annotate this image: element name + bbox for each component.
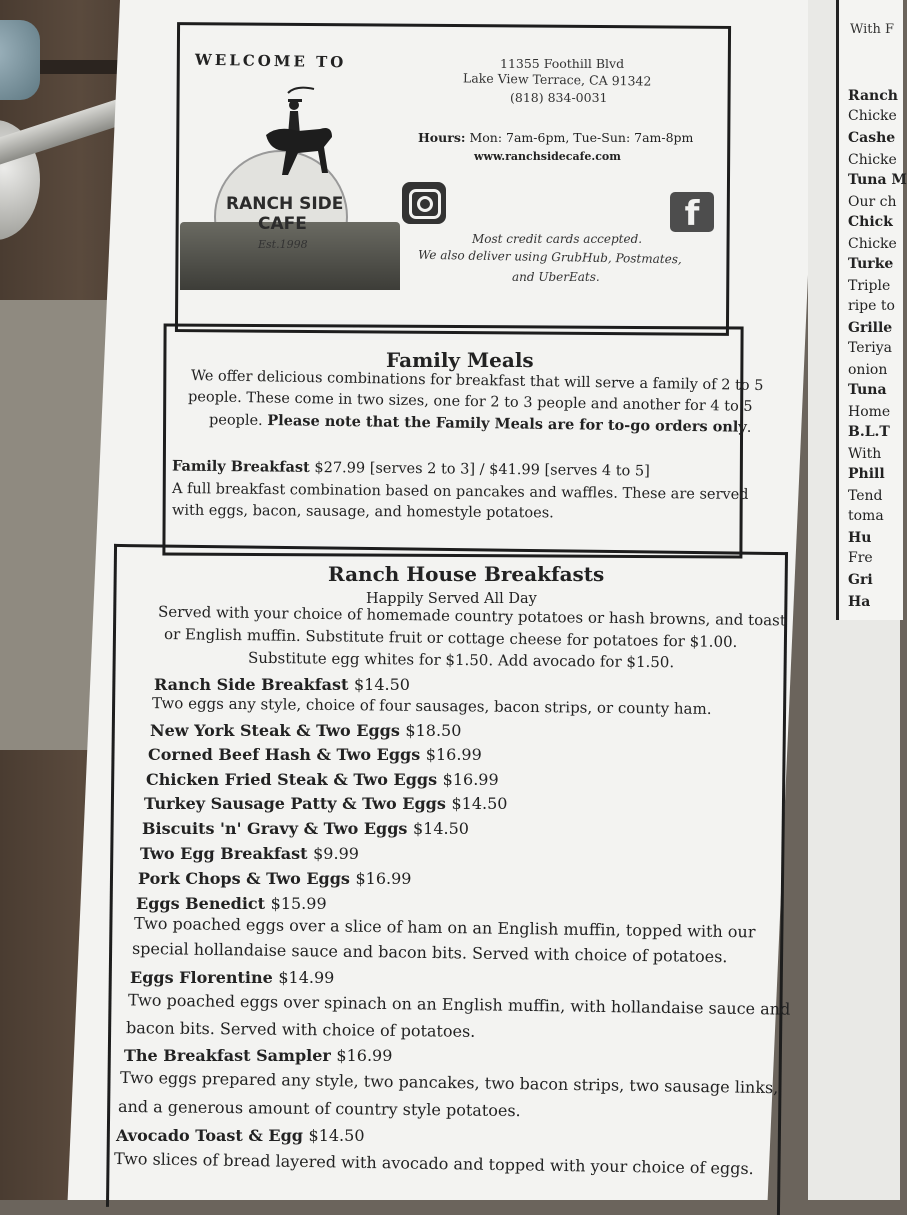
phone-number: (818) 834-0031	[510, 90, 608, 105]
address-line2: Lake View Terrace, CA 91342	[462, 70, 652, 89]
menu-item-price: $14.50	[308, 1126, 365, 1145]
menu-item-name: Corned Beef Hash & Two Eggs	[148, 745, 421, 764]
adjacent-page-line: Ha	[848, 594, 871, 610]
menu-item	[136, 894, 327, 913]
menu-item-name: Ranch Side Breakfast	[154, 675, 349, 694]
menu-item-name: Avocado Toast & Egg	[116, 1126, 303, 1145]
menu-item-name: Turkey Sausage Patty & Two Eggs	[144, 794, 446, 813]
menu-item-price: $14.50	[413, 819, 469, 838]
menu-item-name: Eggs Benedict	[136, 894, 266, 913]
family-meals-punct: .	[746, 419, 752, 436]
adjacent-page-line: ripe to	[848, 298, 895, 314]
family-meals-text: We offer delicious combinations for breakfast that will serve a family of 2 to 5	[190, 368, 764, 394]
adjacent-page-line: Turke	[848, 256, 894, 272]
menu-item	[148, 745, 482, 764]
menu-item-price: $14.50	[354, 675, 410, 694]
address-line1: 11355 Foothill Blvd	[500, 56, 625, 71]
menu-item	[142, 819, 469, 838]
facebook-icon[interactable]: f	[670, 192, 714, 232]
menu-item-desc: Two eggs prepared any style, two pancakes, two bacon strips, two sausage links,	[119, 1067, 779, 1098]
website: www.ranchsidecafe.com	[474, 150, 621, 163]
menu-item	[154, 675, 410, 694]
menu-item-name: Two Egg Breakfast	[140, 844, 308, 863]
menu-item-name: Chicken Fried Steak & Two Eggs	[146, 770, 438, 789]
menu-item-desc: Two eggs any style, choice of four sausages, bacon strips, or county ham.	[151, 694, 712, 718]
instagram-icon[interactable]	[402, 182, 446, 224]
family-breakfast-desc: with eggs, bacon, sausage, and homestyle potatoes.	[171, 502, 554, 522]
menu-item-price: $14.99	[278, 968, 335, 987]
adjacent-page-line: Tend	[848, 488, 883, 504]
family-breakfast-desc: A full breakfast combination based on pancakes and waffles. These are served	[171, 480, 749, 504]
adjacent-page-line: Grille	[848, 320, 893, 336]
menu-item-price: $14.50	[451, 794, 508, 813]
menu-item-price: $18.50	[405, 721, 462, 740]
menu-item-name: The Breakfast Sampler	[124, 1046, 331, 1065]
adjacent-page-line: Our ch	[848, 194, 897, 210]
adjacent-page-line: Phill	[848, 466, 885, 482]
family-meals-text: people.	[208, 412, 263, 429]
menu-item-price: $16.99	[355, 869, 412, 888]
menu-item-name: Biscuits 'n' Gravy & Two Eggs	[142, 819, 408, 838]
menu-item-desc: Two slices of bread layered with avocado and topped with your choice of eggs.	[113, 1148, 754, 1179]
adjacent-page-line: Teriya	[848, 340, 892, 356]
menu-item	[138, 869, 411, 888]
adjacent-page-line: Ranch	[848, 88, 898, 104]
menu-item	[124, 1046, 392, 1065]
to-go-note: Please note that the Family Meals are for to-go orders only	[267, 412, 747, 436]
menu-item-desc: Two poached eggs over spinach on an English muffin, with hollandaise sauce and	[127, 990, 791, 1019]
menu-item	[140, 844, 359, 863]
menu-item-price: $27.99 [serves 2 to 3] / $41.99 [serves 4 to 5]	[314, 459, 650, 480]
adjacent-page-line: Chick	[848, 214, 893, 230]
menu-item-desc: and a generous amount of country style potatoes.	[117, 1096, 521, 1121]
adjacent-page-top: With F	[850, 22, 895, 37]
ranch-house-subtitle: Happily Served All Day	[366, 591, 537, 607]
menu-item	[150, 721, 461, 740]
adjacent-page-line: Tuna M	[848, 172, 907, 188]
adjacent-page-line: Tuna	[848, 382, 887, 398]
adjacent-page-line: Chicke	[848, 152, 897, 168]
adjacent-page-line: Gri	[848, 572, 873, 588]
menu-item-name: Family Breakfast	[171, 457, 310, 476]
menu-item-price: $16.99	[336, 1046, 393, 1065]
menu-item-price: $15.99	[270, 894, 327, 913]
ranch-house-title: Ranch House Breakfasts	[328, 562, 605, 586]
menu-item-desc: bacon bits. Served with choice of potatoes.	[125, 1018, 476, 1041]
menu-item	[146, 770, 499, 789]
adjacent-page-line: Hu	[848, 530, 872, 546]
cup	[0, 20, 40, 100]
hours-value: Mon: 7am-6pm, Tue-Sun: 7am-8pm	[469, 130, 694, 145]
adjacent-page-line: Chicke	[848, 236, 897, 252]
adjacent-page-line: onion	[848, 362, 888, 378]
ranch-house-intro: Served with your choice of homemade country potatoes or hash browns, and toast	[157, 602, 786, 630]
family-meals-text: people. These come in two sizes, one for 2 to 3 people and another for 4 to 5	[187, 389, 753, 415]
ranch-house-intro: Substitute egg whites for $1.50. Add avocado for $1.50.	[247, 648, 675, 672]
adjacent-page-line: Home	[848, 404, 891, 420]
ranch-house-intro: or English muffin. Substitute fruit or cottage cheese for potatoes for $1.00.	[163, 624, 738, 652]
welcome-text: WELCOME TO	[194, 50, 347, 72]
delivery-note-2: and UberEats.	[512, 270, 600, 284]
adjacent-page-line: B.L.T	[848, 424, 890, 440]
menu-item	[130, 968, 334, 987]
adjacent-page-line: Triple	[848, 278, 891, 294]
family-meals-title: Family Meals	[386, 348, 534, 372]
credit-note: Most credit cards accepted.	[472, 232, 643, 246]
menu-item-price: $9.99	[313, 844, 359, 863]
adjacent-page-line: Chicke	[848, 108, 897, 124]
menu-item-name: New York Steak & Two Eggs	[150, 721, 400, 740]
menu-item-name: Eggs Florentine	[130, 968, 273, 987]
menu-item-price: $16.99	[442, 770, 499, 789]
logo-name-line1: RANCH SIDE	[226, 194, 344, 214]
menu-item-desc: Two poached eggs over a slice of ham on an English muffin, topped with our	[133, 913, 756, 942]
adjacent-page-line: With	[848, 446, 882, 462]
delivery-note: We also deliver using GrubHub, Postmates,	[417, 247, 682, 267]
menu-item-name: Pork Chops & Two Eggs	[138, 869, 350, 888]
menu-item-desc: special hollandaise sauce and bacon bits. Served with choice of potatoes.	[131, 938, 728, 967]
logo-name-line2: CAFE	[258, 214, 307, 234]
adjacent-page-line: Fre	[848, 550, 873, 566]
adjacent-page-line: Cashe	[848, 130, 896, 146]
logo-est: Est.1998	[258, 238, 308, 251]
menu-item-price: $16.99	[425, 745, 482, 764]
adjacent-page-line: toma	[848, 508, 884, 524]
hours-label: Hours:	[418, 130, 466, 145]
hours	[418, 130, 693, 145]
menu-item	[144, 794, 507, 813]
menu-item	[116, 1126, 365, 1145]
